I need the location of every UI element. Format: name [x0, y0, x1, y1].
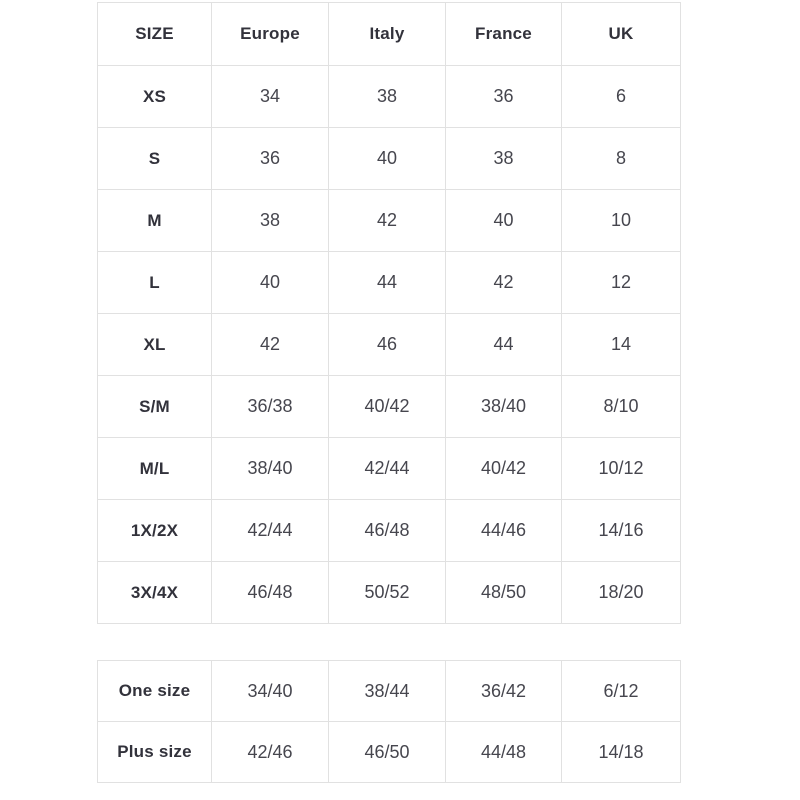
- value-cell: 18/20: [562, 562, 681, 624]
- value-cell: 46: [329, 314, 446, 376]
- table-row: [98, 438, 681, 500]
- size-conversion-table: [97, 2, 681, 624]
- value-cell: 8: [562, 128, 681, 190]
- table-row: [98, 661, 681, 722]
- value-cell: 40/42: [446, 438, 562, 500]
- table-row: [98, 128, 681, 190]
- value-cell: 10/12: [562, 438, 681, 500]
- size-label-cell: One size: [98, 661, 212, 722]
- value-cell: 38: [212, 190, 329, 252]
- value-cell: 14: [562, 314, 681, 376]
- size-label-cell: Plus size: [98, 722, 212, 783]
- value-cell: 12: [562, 252, 681, 314]
- value-cell: 42/44: [329, 438, 446, 500]
- value-cell: 50/52: [329, 562, 446, 624]
- value-cell: 48/50: [446, 562, 562, 624]
- value-cell: 42: [329, 190, 446, 252]
- value-cell: 46/48: [212, 562, 329, 624]
- value-cell: 44/48: [446, 722, 562, 783]
- value-cell: 44: [329, 252, 446, 314]
- value-cell: 6/12: [562, 661, 681, 722]
- header-cell-france: France: [446, 3, 562, 66]
- value-cell: 10: [562, 190, 681, 252]
- value-cell: 38/40: [446, 376, 562, 438]
- table-row: [98, 376, 681, 438]
- table-row: [98, 314, 681, 376]
- value-cell: 44: [446, 314, 562, 376]
- table-row: [98, 3, 681, 66]
- size-label-cell: XL: [98, 314, 212, 376]
- value-cell: 8/10: [562, 376, 681, 438]
- value-cell: 42: [446, 252, 562, 314]
- value-cell: 14/16: [562, 500, 681, 562]
- value-cell: 40/42: [329, 376, 446, 438]
- table-row: [98, 252, 681, 314]
- value-cell: 36: [212, 128, 329, 190]
- value-cell: 42/46: [212, 722, 329, 783]
- value-cell: 42: [212, 314, 329, 376]
- table-row: [98, 562, 681, 624]
- value-cell: 42/44: [212, 500, 329, 562]
- size-label-cell: M/L: [98, 438, 212, 500]
- value-cell: 40: [446, 190, 562, 252]
- header-cell-size: SIZE: [98, 3, 212, 66]
- header-cell-europe: Europe: [212, 3, 329, 66]
- special-sizes-table: [97, 660, 681, 783]
- value-cell: 36/42: [446, 661, 562, 722]
- value-cell: 40: [212, 252, 329, 314]
- value-cell: 38/44: [329, 661, 446, 722]
- size-label-cell: S: [98, 128, 212, 190]
- header-cell-uk: UK: [562, 3, 681, 66]
- header-cell-italy: Italy: [329, 3, 446, 66]
- value-cell: 6: [562, 66, 681, 128]
- special-sizes-table-body: [98, 661, 681, 783]
- value-cell: 14/18: [562, 722, 681, 783]
- table-row: [98, 190, 681, 252]
- value-cell: 46/50: [329, 722, 446, 783]
- size-chart-section: [97, 2, 680, 783]
- value-cell: 38: [446, 128, 562, 190]
- size-label-cell: M: [98, 190, 212, 252]
- value-cell: 46/48: [329, 500, 446, 562]
- size-label-cell: 1X/2X: [98, 500, 212, 562]
- size-label-cell: L: [98, 252, 212, 314]
- value-cell: 44/46: [446, 500, 562, 562]
- value-cell: 34: [212, 66, 329, 128]
- size-table-body: [98, 66, 681, 624]
- table-header-row: [98, 3, 681, 66]
- table-row: [98, 500, 681, 562]
- value-cell: 40: [329, 128, 446, 190]
- size-label-cell: XS: [98, 66, 212, 128]
- value-cell: 38/40: [212, 438, 329, 500]
- table-row: [98, 722, 681, 783]
- value-cell: 34/40: [212, 661, 329, 722]
- value-cell: 36/38: [212, 376, 329, 438]
- value-cell: 36: [446, 66, 562, 128]
- size-label-cell: S/M: [98, 376, 212, 438]
- table-row: [98, 66, 681, 128]
- value-cell: 38: [329, 66, 446, 128]
- size-label-cell: 3X/4X: [98, 562, 212, 624]
